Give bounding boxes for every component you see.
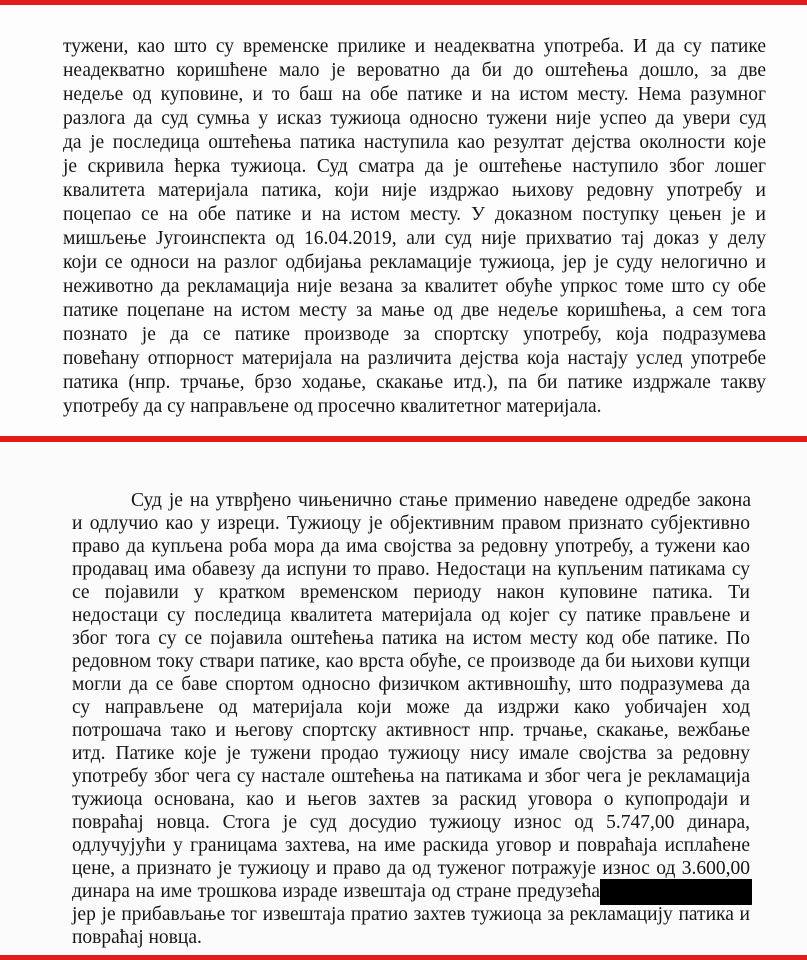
text-line: тужени, као што су временске прилике и неадекватна употреба. И да су патике	[63, 36, 766, 57]
text-line: разлога да суд сумња у исказ тужиоца односно тужени није успео да увери суд	[63, 108, 766, 129]
text-line: познато је да се патике производе за спортску употребу, која подразумева	[63, 324, 766, 345]
text-line: динара на име трошкова израде извештаја од стране предузећа	[72, 881, 600, 902]
text-line: повећану отпорност материјала на различита дејства која настају услед употребе	[63, 348, 766, 369]
text-line: неживотно да рекламација није везана за квалитет обуће упркос томе што су обе	[63, 276, 766, 297]
document-excerpt-bottom	[0, 442, 807, 955]
text-line: недостаци су последица квалитета материјала од којег су патике прављене и	[72, 605, 750, 626]
document-excerpt-top	[0, 5, 807, 436]
text-line: патике поцепане на истом месту за мање од две недеље коришћења, а сем тога	[63, 300, 766, 321]
text-line: се појавили у кратком временском периоду након куповине патика. Ти	[72, 582, 750, 603]
redaction-block	[600, 879, 752, 905]
text-line: и одлучио као у изреци. Тужиоцу је објективним правом признато субјективно	[72, 513, 750, 534]
text-line: јер је прибављање тог извештаја пратио захтев тужиоца за рекламацију патика и	[72, 904, 750, 925]
text-line: тужиоца основана, као и његов захтев за раскид уговора о купопродаји и	[72, 789, 750, 810]
text-line: неадекватно коришћене мало је вероватно да би до оштећења дошло, за две	[63, 60, 766, 81]
text-line: цене, а признато је тужиоцу и право да од туженог потражује износ од 3.600,00	[72, 858, 750, 879]
text-line: редовном току ствари патике, као врста обуће, се производе да би њихови купци	[72, 651, 750, 672]
text-line: мишљење Југоинспекта од 16.04.2019, али суд није прихватио тај доказ у делу	[63, 228, 766, 249]
text-line: су направљене од материјала који може да издржи како уобичајен ход	[72, 697, 750, 718]
text-line: поцепао се на обе патике и на истом месту. У доказном поступку цењен је и	[63, 204, 766, 225]
text-line: да је последица оштећења патика наступила као резултат дејства околности које	[63, 132, 766, 153]
text-line: квалитета материјала патика, који није издржао њихову редовну употребу и	[63, 180, 766, 201]
text-line: патика (нпр. трчање, брзо ходање, скакање итд.), па би патике издржале такву	[63, 372, 766, 393]
text-line: повраћај новца.	[72, 927, 202, 948]
text-line: је скривила ћерка тужиоца. Суд сматра да је оштећење наступило због лошег	[63, 156, 766, 177]
text-line: употребу због чега су настале оштећења на патикама и због чега је рекламација	[72, 766, 750, 787]
text-line: недеље од куповине, и то баш на обе патике и на истом месту. Нема разумног	[63, 84, 766, 105]
text-line: због тога су се појавила оштећења патика на истом месту код обе патике. По	[72, 628, 750, 649]
text-line: продавац има обавезу да испуни то право. Недостаци на купљеним патикама су	[72, 559, 750, 580]
text-line: право да купљена роба мора да има својства за редовну употребу, а тужени као	[72, 536, 750, 557]
text-line: који се односи на разлог одбијања рекламације тужиоца, јер је суду нелогично и	[63, 252, 766, 273]
text-line: употребу да су направљене од просечно квалитетног материјала.	[63, 396, 602, 417]
text-line: повраћај новца. Стога је суд досудио тужиоцу износ од 5.747,00 динара,	[72, 812, 750, 833]
text-line: итд. Патике које је тужени продао тужиоцу нису имале својства за редовну	[72, 743, 750, 764]
text-line: Суд је на утврђено чињенично стање применио наведене одредбе закона	[131, 490, 751, 511]
text-line: одлучујући у границама захтева, на име раскида уговор и повраћаја исплаћене	[72, 835, 750, 856]
text-line: могли да се баве спортом односно физичком активношћу, што подразумева да	[72, 674, 750, 695]
bottom-red-border	[0, 955, 807, 960]
text-line: потрошача тако и његову спортску активност нпр. трчање, скакање, вежбање	[72, 720, 750, 741]
